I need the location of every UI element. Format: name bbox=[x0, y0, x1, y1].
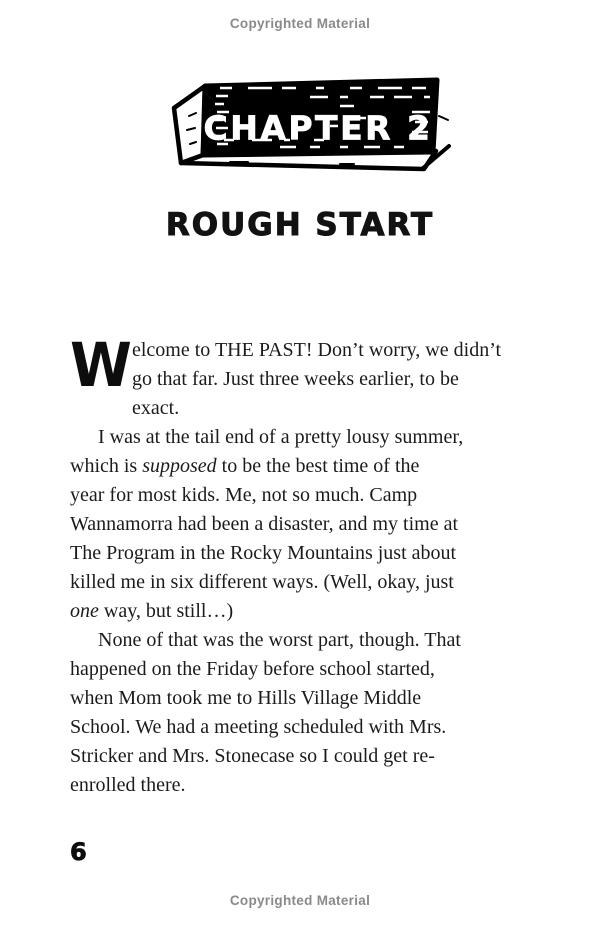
text-line: when Mom took me to Hills Village Middle bbox=[70, 687, 422, 709]
chapter-box-label: CHAPTER 2 bbox=[203, 108, 433, 148]
text-line: killed me in six different ways. (Well, okay, just bbox=[70, 571, 454, 593]
drop-cap: W bbox=[70, 330, 132, 401]
text-line: which is supposed to be the best time of the bbox=[70, 455, 420, 477]
text-line: None of that was the worst part, though. That bbox=[98, 629, 461, 651]
text-line: one way, but still…) bbox=[70, 600, 234, 622]
copyright-notice-top: Copyrighted Material bbox=[229, 16, 371, 31]
copyright-notice-bottom: Copyrighted Material bbox=[229, 893, 371, 908]
text-line: Wannamorra had been a disaster, and my time at bbox=[70, 513, 458, 535]
text-line: I was at the tail end of a pretty lousy summer, bbox=[98, 426, 464, 448]
text-line: enrolled there. bbox=[70, 774, 186, 796]
page-number: 6 bbox=[70, 838, 87, 866]
paragraph bbox=[70, 626, 542, 800]
text-line: go that far. Just three weeks earlier, to be bbox=[132, 368, 459, 390]
text-line: The Program in the Rocky Mountains just about bbox=[70, 542, 457, 564]
text-line: year for most kids. Me, not so much. Camp bbox=[70, 484, 418, 506]
text-line: School. We had a meeting scheduled with Mrs. bbox=[70, 716, 447, 738]
chapter-box-drawing bbox=[160, 74, 452, 188]
body-text bbox=[70, 330, 542, 800]
text-line: happened on the Friday before school started, bbox=[70, 658, 435, 680]
paragraph bbox=[70, 423, 542, 626]
paragraph bbox=[70, 330, 542, 423]
text-line: Stricker and Mrs. Stonecase so I could get re- bbox=[70, 745, 435, 767]
text-line: elcome to THE PAST! Don’t worry, we didn’t bbox=[132, 339, 502, 361]
text-line: exact. bbox=[132, 397, 180, 419]
chapter-box-illustration bbox=[160, 74, 452, 188]
chapter-title: ROUGH START bbox=[165, 207, 435, 243]
